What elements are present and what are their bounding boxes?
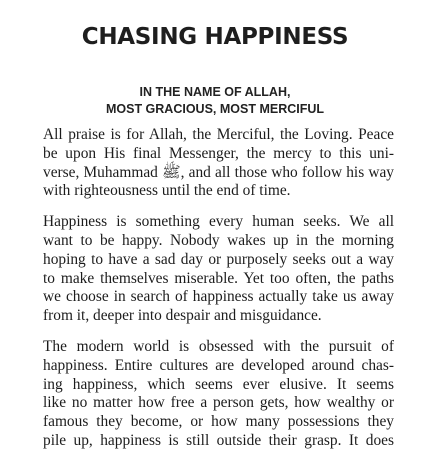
text-line: famous they become, or how many possessions they bbox=[43, 413, 394, 431]
text-line: like no matter how free a person gets, how wealthy or bbox=[43, 394, 394, 412]
page-title: CHASING HAPPINESS bbox=[81, 24, 349, 50]
paragraph-3 bbox=[43, 338, 394, 451]
text-line: with righteousness until the end of time. bbox=[43, 182, 291, 200]
text-line: we choose in search of happiness actually take us away bbox=[43, 288, 394, 306]
body-text bbox=[43, 126, 394, 463]
text-line: verse, Muhammad ﷺ, and all those who follow his way bbox=[43, 163, 394, 181]
text-line: from it, deeper into despair and misguidance. bbox=[43, 307, 322, 325]
text-line: want to be happy. Nobody wakes up in the morning bbox=[43, 231, 394, 249]
basmala-heading bbox=[0, 84, 430, 118]
text-line: happiness. Entire cultures are developed around chas- bbox=[43, 356, 394, 374]
basmala-line-2: MOST GRACIOUS, MOST MERCIFUL bbox=[105, 102, 325, 116]
text-line: ing happiness, which seems ever elusive. It seems bbox=[43, 375, 394, 393]
text-line: Happiness is something every human seeks. We all bbox=[43, 213, 394, 231]
text-line: to make themselves miserable. Yet too often, the paths bbox=[43, 269, 394, 287]
paragraph-1 bbox=[43, 126, 394, 201]
text-line: pile up, happiness is still outside their grasp. It does bbox=[43, 431, 394, 449]
text-line: be upon His final Messenger, the mercy to this uni- bbox=[43, 144, 394, 162]
text-line: The modern world is obsessed with the pursuit of bbox=[43, 337, 394, 355]
paragraph-2 bbox=[43, 213, 394, 326]
basmala-line-1: IN THE NAME OF ALLAH, bbox=[139, 85, 291, 99]
text-line: All praise is for Allah, the Merciful, the Loving. Peace bbox=[43, 126, 394, 143]
text-line: hoping to have a sad day or purposely seeks out a way bbox=[43, 250, 394, 268]
